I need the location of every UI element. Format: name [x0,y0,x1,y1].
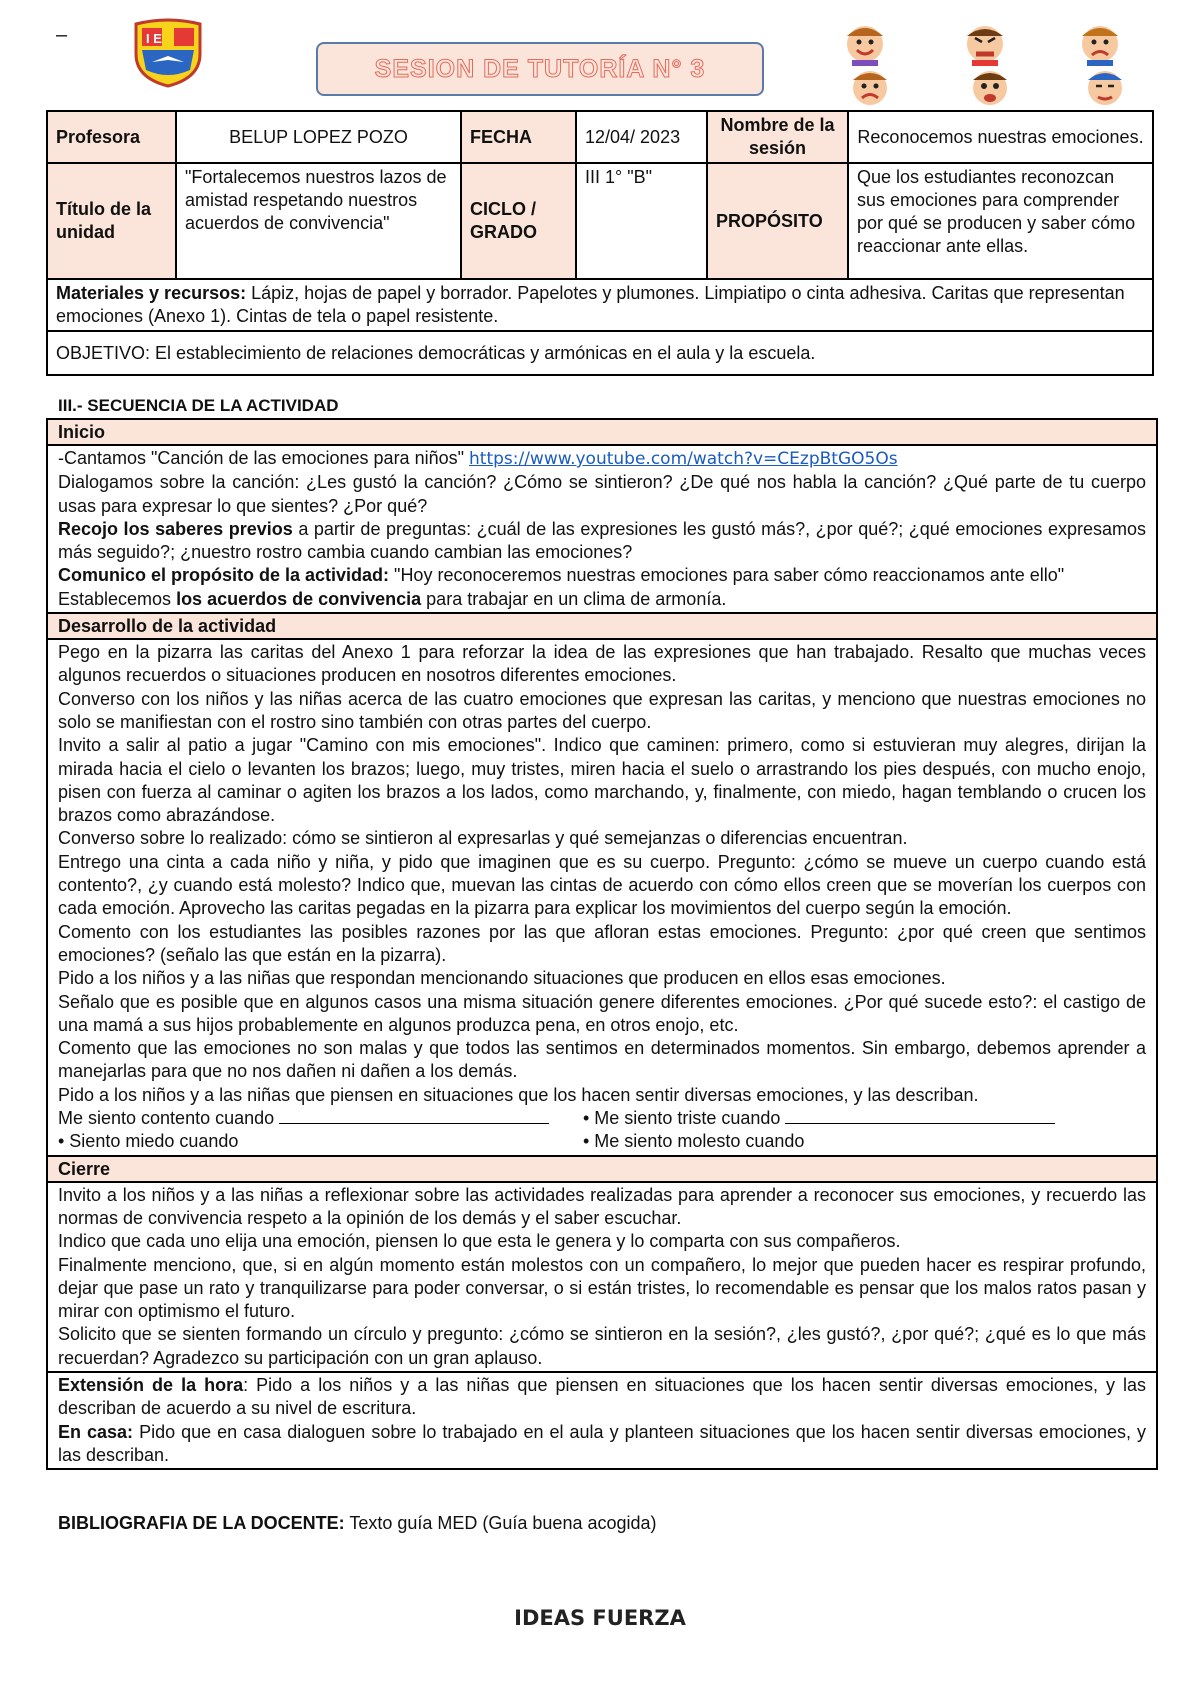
materiales-cell [47,279,1153,331]
materiales-value: Lápiz, hojas de papel y borrador. Papelotes y plumones. Limpiatipo o cinta adhesiva. Caritas que representan emociones (Anexo 1). Cintas de tela o papel resistente. [56,283,1125,326]
profesora-value: BELUP LOPEZ POZO [176,111,461,163]
profesora-label: Profesora [47,111,176,163]
inicio-proposito [58,564,1146,587]
cierre-paragraph: Finalmente menciono, que, si en algún momento están molestos con un compañero, lo mejor que pueden hacer es respirar profundo, dejar que pase un rato y tranquilizarse para poder conversar, o si están tristes, lo recomendable es pensar que los malos ratos pasan y mirar con optimismo el futuro. [58,1254,1146,1322]
session-title: SESION DE TUTORÍA N° 3 [374,54,706,83]
school-logo [128,16,208,88]
header-dash: – [56,24,68,46]
nombre-sesion-value: Reconocemos nuestras emociones. [848,111,1153,163]
cierre-paragraph: Solicito que se sienten formando un círculo y pregunto: ¿cómo se sintieron en la sesión?, ¿les gustó?, ¿por qué?; ¿qué es lo que más recuerdan? Agradezco su participación con un gran aplauso. [58,1324,1146,1368]
inicio-body [48,446,1156,614]
desarrollo-paragraph: Comento con los estudiantes las posibles razones por las que afloran estas emociones. Pregunto: ¿por qué creen que sentimos emociones? (señalo las que están en la pizarra). [58,921,1146,965]
proposito-text: "Hoy reconoceremos nuestras emociones para saber cómo reaccionamos ante ello" [389,565,1065,586]
objetivo-cell: OBJETIVO: El establecimiento de relaciones democráticas y armónicas en el aula y la escuela. [47,331,1153,375]
blanks-row-2 [58,1130,1146,1153]
face-happy-1 [847,26,883,66]
cierre-header: Cierre [48,1157,1156,1183]
extension-body [48,1373,1156,1468]
proposito-bold: Comunico el propósito de la actividad: [58,565,390,586]
inicio-song [58,447,1146,471]
materiales-label: Materiales y recursos: [56,283,247,303]
blanks-row-1 [58,1107,1146,1130]
saberes-bold: Recojo los saberes previos [58,518,293,539]
sequence-title: III.- SECUENCIA DE LA ACTIVIDAD [58,396,339,415]
activity-sequence [46,418,1158,1470]
bibliografia [58,1513,657,1534]
fecha-label: FECHA [461,111,576,163]
youtube-link[interactable]: https://www.youtube.com/watch?v=CEzpBtGO5Os [469,449,898,469]
titulo-unidad-value: "Fortalecemos nuestros lazos de amistad respetando nuestros acuerdos de convivencia" [176,163,461,279]
desarrollo-paragraph: Converso sobre lo realizado: cómo se sintieron al expresarlas y qué semejanzas o diferencias encuentran. [58,828,908,849]
acuerdos-pre: Establecemos [58,588,177,609]
inicio-dialogue: Dialogamos sobre la canción: ¿Les gustó la canción? ¿Cómo se sintieron? ¿De qué nos habla la canción? ¿Qué parte de tu cuerpo usas para expresar lo que sientes? ¿Por qué? [58,472,1146,516]
bibliografia-value: Texto guía MED (Guía buena acogida) [344,1513,657,1533]
saberes-text: a partir de preguntas: ¿cuál de las expresiones les gustó más?, ¿por qué?; ¿qué emociones expresamos más seguido?; ¿nuestro rostro cambia cuando cambian las emociones? [58,518,1147,563]
blank-contento: Me siento contento cuando [58,1108,275,1129]
face-scared [973,71,1007,105]
ideas-fuerza-heading: IDEAS FUERZA [514,1606,686,1630]
blank-line [785,1107,1055,1124]
desarrollo-header: Desarrollo de la actividad [48,614,1156,640]
fecha-value: 12/04/ 2023 [576,111,707,163]
face-sleepy [1088,71,1122,105]
face-angry [967,26,1003,66]
extension-bold: Extensión de la hora [58,1374,244,1395]
blank-miedo: • Siento miedo cuando [58,1131,239,1152]
desarrollo-paragraph: Señalo que es posible que en algunos casos una misma situación genere diferentes emociones. ¿Por qué sucede esto?: el castigo de una mamá a sus hijos probablemente en algunos produzca pena, en otros enojo, etc. [58,991,1146,1035]
blank-molesto: • Me siento molesto cuando [583,1131,805,1152]
face-crying-1 [1082,26,1118,66]
session-title-box [316,42,764,96]
ciclo-grado-label: CICLO / GRADO [461,163,576,279]
desarrollo-paragraph: Comento que las emociones no son malas y que todos las sentimos en determinados momentos. Sin embargo, debemos aprender a manejarlas para que no nos dañen ni dañen a los demás. [58,1038,1146,1082]
proposito-value: Que los estudiantes reconozcan sus emociones para comprender por qué se producen y saber cómo reaccionar ante ellas. [848,163,1153,279]
inicio-header: Inicio [48,420,1156,446]
blank-line [279,1107,549,1124]
casa-paragraph [58,1421,1146,1468]
blank-triste: • Me siento triste cuando [583,1108,781,1129]
cierre-body [48,1183,1156,1373]
desarrollo-paragraph: Converso con los niños y las niñas acerca de las cuatro emociones que expresan las caritas, y menciono que nuestras emociones no solo se manifiestan con el rostro sino también con otras partes del cuerpo. [58,688,1146,732]
proposito-label: PROPÓSITO [707,163,848,279]
casa-text: Pido que en casa dialoguen sobre lo trabajado en el aula y planteen situaciones que los hacen sentir diversas emociones, y las describan. [58,1421,1146,1465]
extension-text: : Pido a los niños y a las niñas que piensen en situaciones que los hacen sentir diversas emociones, y las describan de acuerdo a su nivel de escritura. [58,1374,1146,1419]
bibliografia-label: BIBLIOGRAFIA DE LA DOCENTE: [58,1513,345,1533]
session-info-table [46,110,1154,376]
desarrollo-paragraph: Pego en la pizarra las caritas del Anexo 1 para reforzar la idea de las expresiones que han trabajado. Resalto que muchas veces algunos recuerdos o situaciones producen en nosotros diferentes emociones. [58,642,1146,686]
nombre-sesion-label: Nombre de la sesión [707,111,848,163]
cierre-paragraph: Invito a los niños y a las niñas a reflexionar sobre las actividades realizadas para aprender a reconocer sus emociones, y recuerdo las normas de convivencia respeto a la opinión de los demás y el saber escuchar. [58,1184,1146,1228]
song-text: -Cantamos "Canción de las emociones para niños" [58,448,469,468]
desarrollo-paragraph: Entrego una cinta a cada niño y niña, y pido que imaginen que es su cuerpo. Pregunto: ¿cómo se mueve un cuerpo cuando está contento?, ¿y cuando está molesto? Indico que, muevan las cintas de acuerdo con cómo ellos creen que se moverían los cuerpos con cada emoción. Aprovecho las caritas pegadas en la pizarra para explicar los movimientos del cuerpo según la emoción. [58,851,1146,919]
desarrollo-paragraph: Pido a los niños y a las niñas que piensen en situaciones que los hacen sentir diversas emociones, y las describan. [58,1084,979,1105]
acuerdos-bold: los acuerdos de convivencia [176,588,422,609]
casa-bold: En casa: [58,1421,134,1442]
cierre-paragraph: Indico que cada uno elija una emoción, piensen lo que esta le genera y lo comparta con sus compañeros. [58,1231,901,1252]
ciclo-grado-value: III 1° "B" [576,163,707,279]
logo-lettering: I E [146,31,162,46]
desarrollo-body [48,640,1156,1157]
titulo-unidad-label: Título de la unidad [47,163,176,279]
desarrollo-paragraph: Invito a salir al patio a jugar "Camino con mis emociones". Indico que caminen: primero, como si estuvieran muy alegres, dirijan la mirada hacia el cielo o levanten los brazos; luego, muy tristes, miren hacia el suelo o arrastrando los pies después, con mucho enojo, pisen con fuerza al caminar o agiten los brazos a los lados, como marchando, y, finalmente, con miedo, hagan temblando o crucen los brazos como abrazándose. [58,735,1146,826]
inicio-saberes [58,518,1146,565]
inicio-acuerdos [58,588,1146,611]
face-sad [853,71,887,105]
extension-paragraph [58,1374,1146,1421]
emotion-faces-illustration [830,14,1150,114]
acuerdos-post: para trabajar en un clima de armonía. [421,588,727,609]
desarrollo-paragraph: Pido a los niños y a las niñas que respondan mencionando situaciones que producen en ellos esas emociones. [58,968,946,989]
